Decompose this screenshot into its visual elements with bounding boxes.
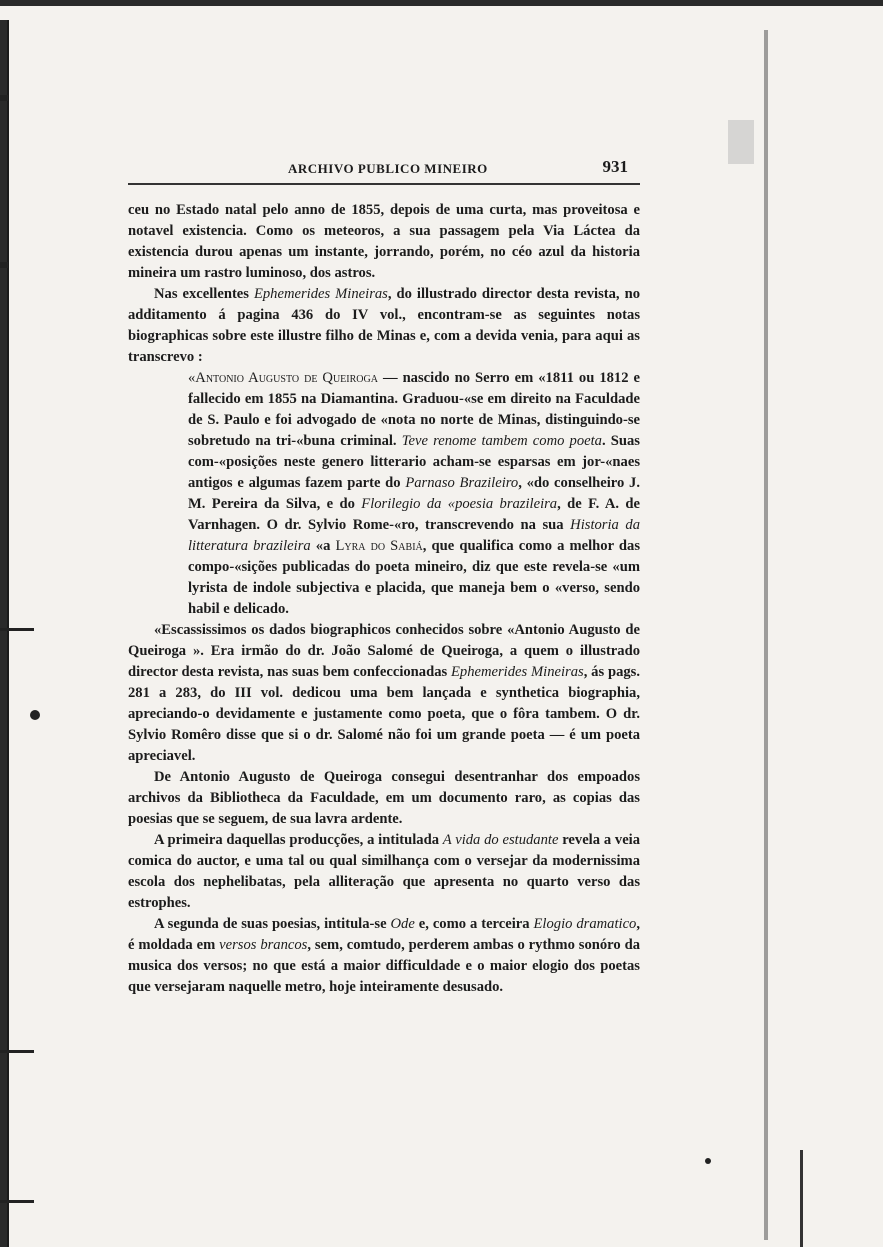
paragraph	[188, 368, 640, 620]
text-run: e, como a terceira	[414, 916, 534, 932]
italic-text: versos brancos	[219, 937, 308, 953]
text-run: — nascido no Serro em «1811 ou 1812 e fallecido em 1855 na Diamantina. Graduou-«se em direito na Faculdade de S. Paulo e foi advogado de «nota no norte de Minas, distinguindo-se sobretudo na tri-«buna criminal.	[188, 370, 640, 449]
paragraph: ceu no Estado natal pelo anno de 1855, depois de uma curta, mas proveitosa e notavel existencia. Como os meteoros, a sua passagem pela Via Láctea da existencia durou apenas um instante, jorrando, porém, no céo azul da historia mineira um rastro luminoso, dos astros.	[128, 202, 640, 281]
italic-title: Elogio dramatico	[533, 916, 637, 932]
paragraph	[128, 620, 640, 767]
text-run: «a	[310, 538, 336, 554]
text-run: , de F. A. de Varnhagen. O dr. Sylvio Rome-«ro, transcrevendo na sua	[188, 496, 640, 533]
text-run: , «do conselheiro J. M. Pereira da Silva, e do	[188, 475, 640, 512]
scan-smudge	[728, 120, 754, 164]
italic-title: Historia da litteratura brazileira	[188, 517, 640, 554]
text-run: , ás pags. 281 a 283, do III vol. dedicou uma bem lançada e synthetica biographia, apreciando-o devidamente e justamente como poeta, que o fôra tambem. O dr. Sylvio Romêro disse que si o dr. Salomé não foi um grande poeta — é um poeta apreciavel.	[128, 664, 640, 764]
scan-top-edge	[0, 0, 883, 6]
scan-binding-line	[7, 20, 9, 1247]
italic-title: Ephemerides Mineiras	[253, 286, 388, 302]
text-run: , que qualifica como a melhor das compo-«sições publicadas do poeta mineiro, diz que este revela-se «um lyrista de indole subjectiva e placida, que maneja bem o «verso, sendo habil e delicado.	[188, 538, 641, 617]
scan-mark	[0, 1050, 34, 1053]
italic-text: Teve renome tambem como poeta	[401, 433, 602, 449]
text-run: revela a veia comica do auctor, e uma tal ou qual similhança com o versejar da modernissima escola dos nephelibatas, pela alliteração que apresenta no quarto verso das estrophes.	[128, 832, 641, 911]
scan-mark	[0, 95, 8, 101]
scan-mark	[0, 262, 8, 268]
scan-mark	[0, 628, 34, 631]
block-quote	[128, 368, 640, 620]
paragraph	[128, 830, 640, 914]
running-header	[128, 157, 640, 185]
text-run: , sem, comtudo, perderem ambas o rythmo sonóro da musica dos versos; no que está a maior difficuldade e o maior elogio dos poetas que versejaram naquelle metro, hoje inteiramente desusado.	[128, 937, 640, 995]
scan-right-edge-mark	[800, 1150, 803, 1247]
italic-title: Ode	[390, 916, 415, 932]
italic-title: Florilegio da «poesia brazileira	[361, 496, 558, 512]
text-run: . Suas com-«posições neste genero litterario acham-se esparsas em jor-«naes antigos e algumas fazem parte do	[188, 433, 640, 491]
italic-title: A vida do estudante	[442, 832, 559, 848]
paragraph	[128, 284, 640, 368]
text-run: A segunda de suas poesias, intitula-se	[154, 916, 391, 932]
italic-title: Parnaso Brazileiro	[405, 475, 519, 491]
text-run: Nas excellentes	[154, 286, 254, 302]
page-number: 931	[602, 157, 628, 176]
text-run: , é moldada em	[128, 916, 640, 953]
body-text	[128, 200, 640, 998]
scan-mark	[30, 710, 40, 720]
text-run: «Escassissimos os dados biographicos conhecidos sobre «Antonio Augusto de Queiroga ». Era irmão do dr. João Salomé de Queiroga, a quem o illustrado director desta revista, nas suas bem confeccionadas	[128, 622, 640, 680]
paragraph: De Antonio Augusto de Queiroga consegui desentranhar dos empoados archivos da Bibliotheca da Faculdade, em um documento raro, as copias das poesias que se seguem, de sua lavra ardente.	[128, 769, 640, 827]
text-run: , do illustrado director desta revista, no additamento á pagina 436 do IV vol., encontram-se as seguintes notas biographicas sobre este illustre filho de Minas e, com a devida venia, para aqui as transcrevo :	[128, 286, 640, 365]
small-caps-name: «Antonio Augusto de Queiroga	[188, 370, 378, 386]
small-caps-title: Lyra do Sabiá	[335, 538, 423, 554]
running-header-title: ARCHIVO PUBLICO MINEIRO	[288, 161, 488, 176]
scan-mark	[705, 1158, 711, 1164]
paragraph	[128, 914, 640, 998]
text-run: A primeira daquellas producções, a intitulada	[154, 832, 443, 848]
scan-mark	[0, 1200, 34, 1203]
italic-title: Ephemerides Mineiras	[451, 664, 584, 680]
scan-right-margin-line	[764, 30, 768, 1240]
